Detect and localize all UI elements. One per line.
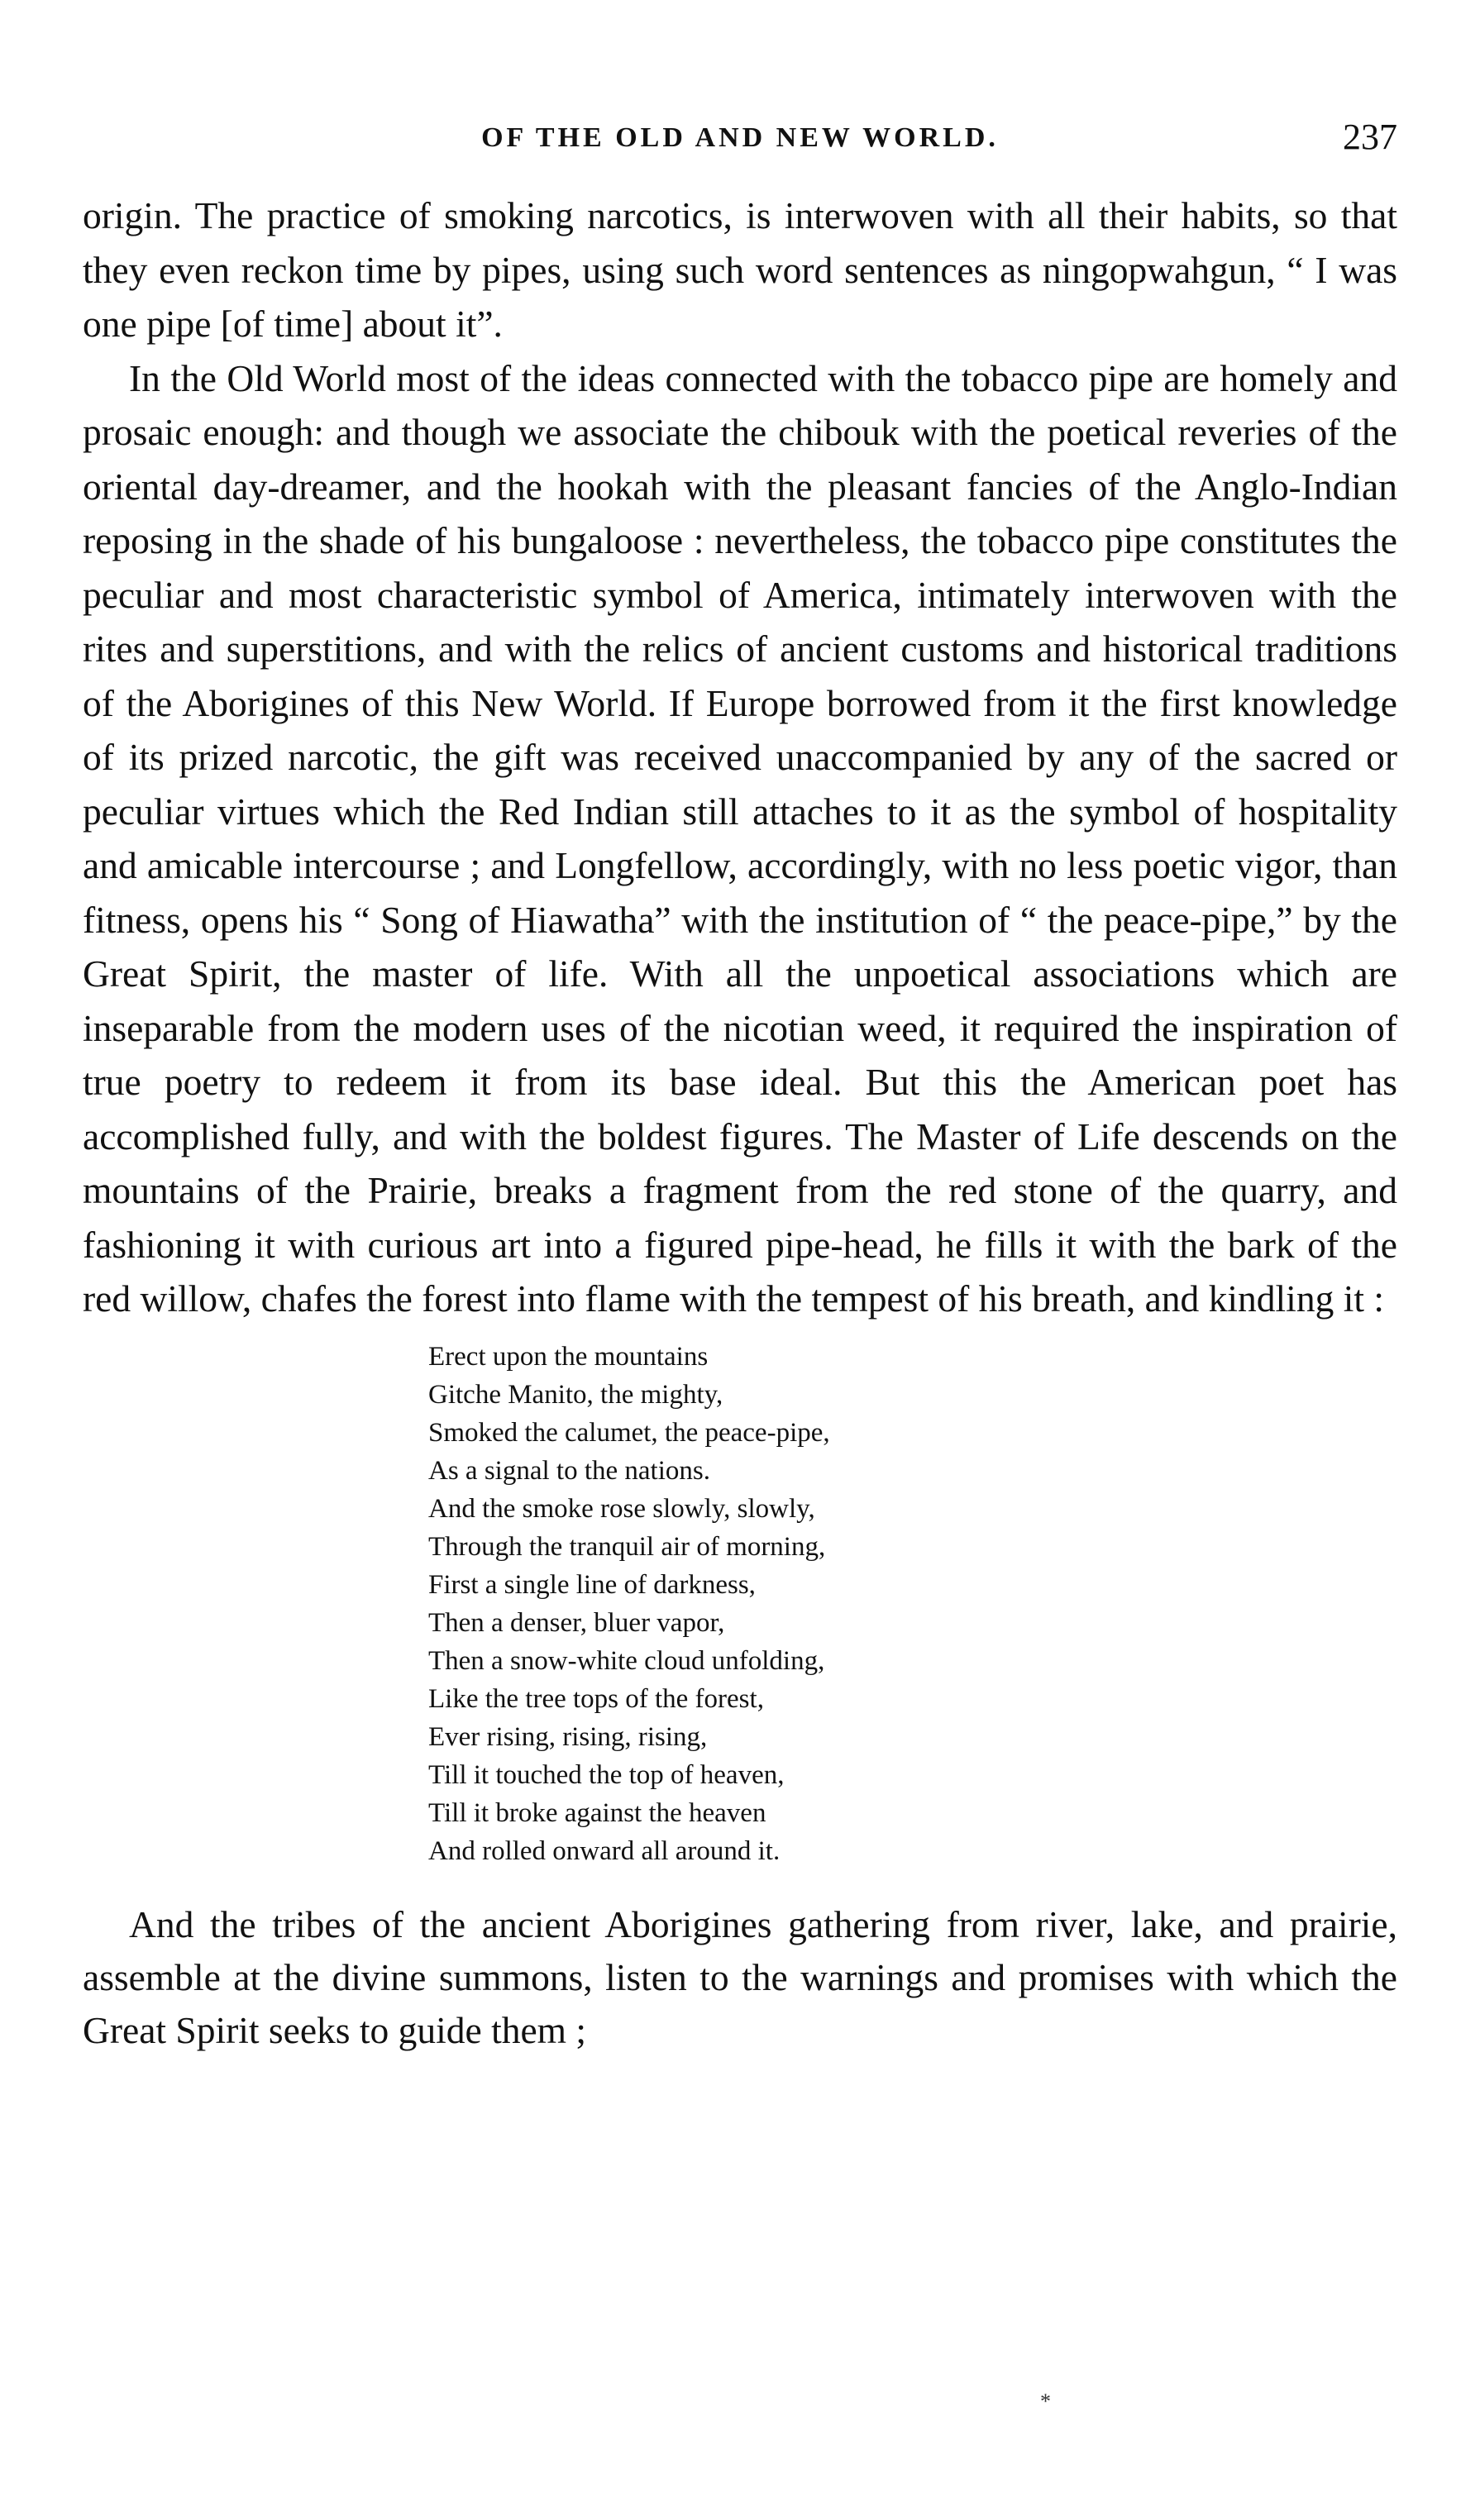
paragraph-old-world — [83, 351, 1397, 1326]
poem-line: And the smoke rose slowly, slowly, — [428, 1493, 815, 1524]
poem-line: Gitche Manito, the mighty, — [428, 1379, 723, 1410]
poem-line: Like the tree tops of the forest, — [428, 1683, 764, 1714]
page-number: 237 — [1343, 117, 1397, 157]
poem-line: Erect upon the mountains — [428, 1341, 709, 1372]
running-head — [83, 116, 1397, 169]
poem-quotation — [428, 1338, 1397, 1870]
poem-line: Then a denser, bluer vapor, — [428, 1607, 725, 1638]
poem-line: Through the tranquil air of morning, — [428, 1531, 826, 1562]
poem-line: Smoked the calumet, the peace-pipe, — [428, 1417, 830, 1448]
poem-line: Till it touched the top of heaven, — [428, 1759, 785, 1790]
poem-line: First a single line of darkness, — [428, 1569, 756, 1600]
paragraph-text: origin. The practice of smoking narcotics, is interwoven with all their habits, so that they even reckon time by pipes, using such word sentences as ningopwahgun, “ I was one pipe [of time] about it”. — [83, 194, 1397, 345]
poem-line: And rolled onward all around it. — [428, 1835, 781, 1866]
paragraph-text: And the tribes of the ancient Aborigines gathering from river, lake, and prairie, assemble at the divine summons, listen to the warnings and promises with which the Great Spirit seeks to guide them ; — [83, 1902, 1397, 2051]
poem-line: Ever rising, rising, rising, — [428, 1721, 708, 1752]
paragraph-text: In the Old World most of the ideas connected with the tobacco pipe are homely and prosaic enough: and though we associate the chibouk with the poetical reveries of the oriental day-dreamer, and the hookah with the pleasant fancies of the Anglo-Indian reposing in the shade of his bungaloose : nevertheless, the tobacco pipe constitutes the peculiar and most characteristic symbol of America, intimately interwoven with the rites and superstitions, and with the relics of ancient customs and historical traditions of the Aborigines of this New World. If Europe borrowed from it the first knowledge of its prized narcotic, the gift was received unaccompanied by any of the sacred or peculiar virtues which the Red Indian still attaches to it as the symbol of hospitality and amicable intercourse ; and Longfellow, accordingly, with no less poetic vigor, than fitness, opens his “ Song of Hiawatha” with the institution of “ the peace-pipe,” by the Great Spirit, the master of life. With all the unpoetical associations which are inseparable from the modern uses of the nicotian weed, it required the inspiration of true poetry to redeem it from its base ideal. But this the American poet has accomplished fully, and with the boldest figures. The Master of Life descends on the mountains of the Prairie, breaks a fragment from the red stone of the quarry, and fashioning it with curious art into a figured pipe-head, he fills it with the bark of the red willow, chafes the forest into flame with the tempest of his breath, and kindling it : — [83, 356, 1397, 1320]
paragraph-closing — [83, 1898, 1397, 2057]
poem-line: Till it broke against the heaven — [428, 1797, 766, 1828]
poem-line: Then a snow-white cloud unfolding, — [428, 1645, 825, 1676]
paragraph-continued — [83, 189, 1397, 351]
signature-mark: * — [1040, 2389, 1051, 2413]
poem-line: As a signal to the nations. — [428, 1455, 710, 1486]
running-title: OF THE OLD AND NEW WORLD. — [481, 122, 999, 153]
